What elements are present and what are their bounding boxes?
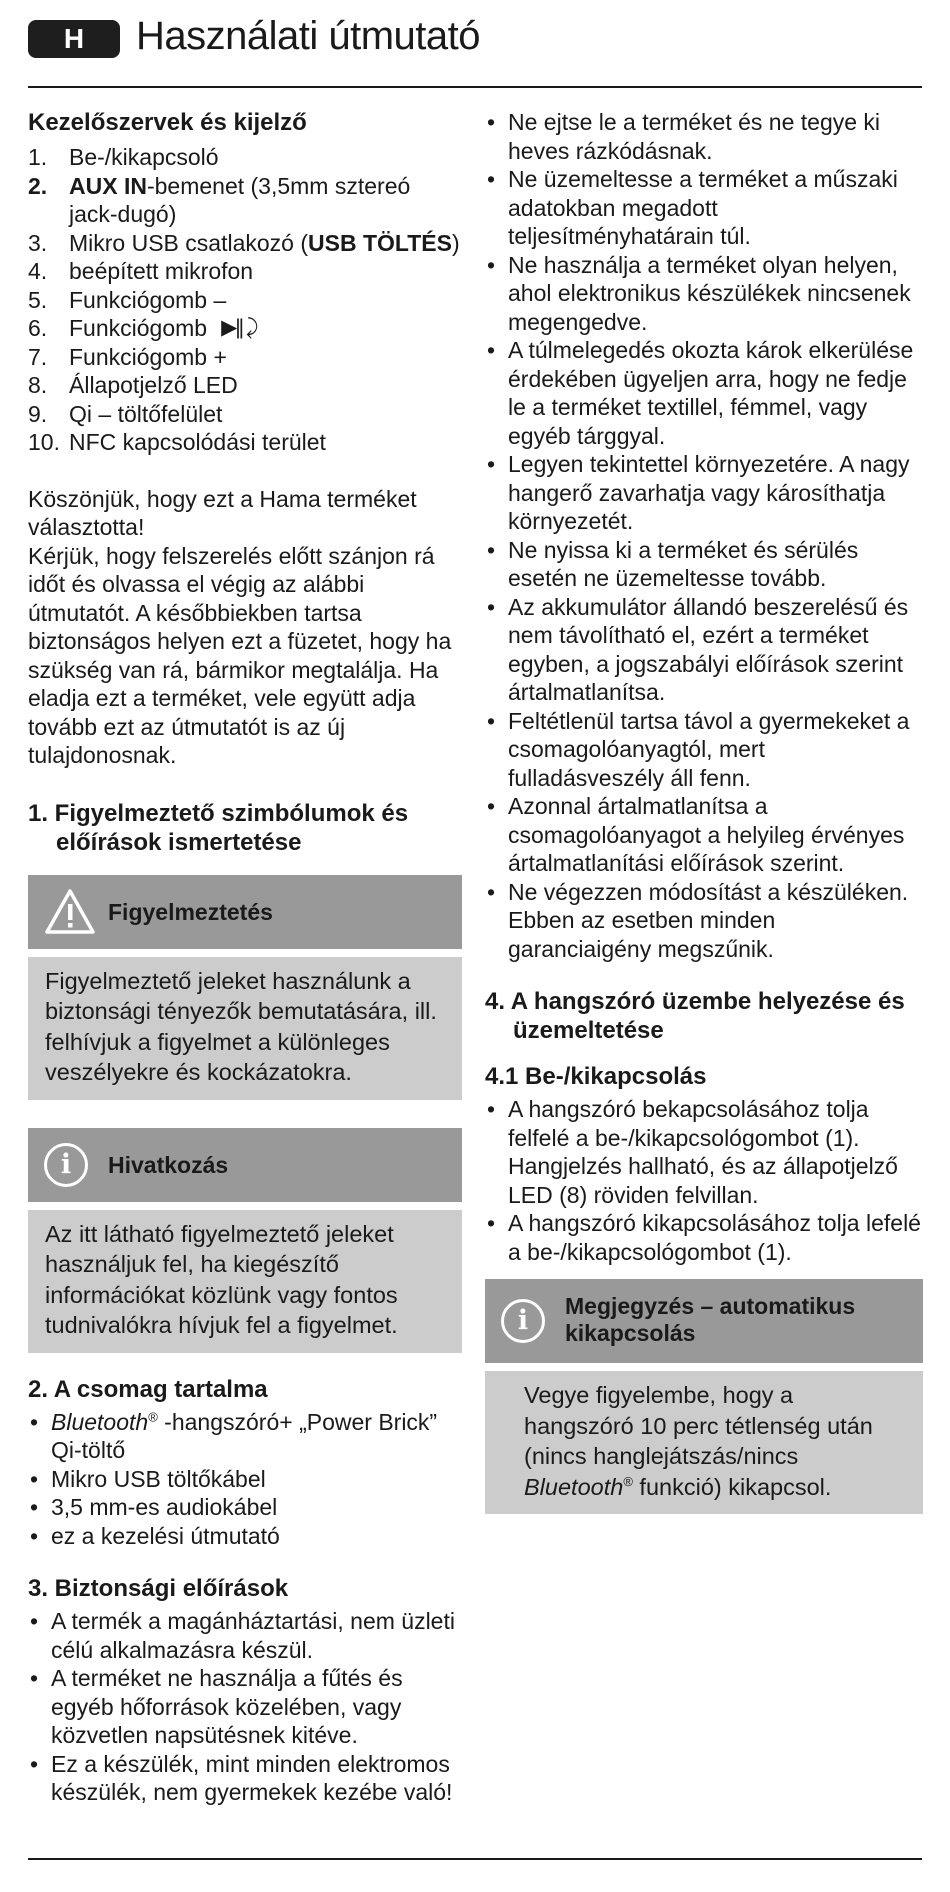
document-title: Használati útmutató <box>136 14 481 58</box>
list-item: • Ne ejtse le a terméket és ne tegye ki heves rázkódásnak. <box>485 108 923 165</box>
list-item: • A túlmelegedés okozta károk elkerülése érdekében ügyeljen arra, hogy ne fedje le a terméket textillel, fémmel, vagy egyéb tárggyal. <box>485 336 923 450</box>
list-item: • Ne nyissa ki a terméket és sérülés esetén ne üzemeltesse tovább. <box>485 536 923 593</box>
reference-box <box>28 1128 462 1353</box>
list-item: • Ne üzemeltesse a terméket a műszaki adatokban megadott teljesítményhatárain túl. <box>485 165 923 251</box>
list-item: • Az akkumulátor állandó beszerelésű és nem távolítható el, ezért a terméket egyben, a jogszabályi előírások szerint ártalmatlanítsa. <box>485 593 923 707</box>
list-item: 8. Állapotjelző LED <box>28 372 238 398</box>
controls-list <box>28 143 462 457</box>
list-item: • A hangszóró kikapcsolásához tolja lefelé a be-/kikapcsológombot (1). <box>485 1209 923 1266</box>
list-item: 7. Funkciógomb + <box>28 343 227 370</box>
warning-box <box>28 875 462 1100</box>
right-column <box>485 108 923 1514</box>
list-item: 5. Funkciógomb – <box>28 286 227 313</box>
package-contents-list <box>28 1408 462 1551</box>
list-item: • 3,5 mm-es audiokábel <box>28 1493 462 1522</box>
list-item: • A terméket ne használja a fűtés és egyéb hőforrások közelében, vagy közvetlen napsütésnek kitéve. <box>28 1664 462 1750</box>
intro-thanks: Köszönjük, hogy ezt a Hama terméket választotta! <box>28 485 417 540</box>
left-column <box>28 108 462 1807</box>
list-item: • A hangszóró bekapcsolásához tolja felfelé a be-/kikapcsológombot (1). Hangjelzés hallható, és az állapotjelző LED (8) röviden felvillan. <box>485 1095 923 1209</box>
auto-off-note-text: Vegye figyelembe, hogy a hangszóró 10 perc tétlenség után (nincs hanglejátszás/nincs Bluetooth® funkció) kikapcsol. <box>485 1371 923 1514</box>
auto-off-note-box <box>485 1279 923 1514</box>
footer-divider <box>28 1858 922 1860</box>
reference-text: Az itt látható figyelmeztető jeleket használjuk fel, ha kiegészítő információkat közlünk vagy fontos tudnivalókra hívjuk fel a figyelmet. <box>28 1210 462 1353</box>
reference-box-header <box>28 1128 462 1202</box>
list-item: • Azonnal ártalmatlanítsa a csomagolóanyagot a helyileg érvényes ártalmatlanítási előírások szerint. <box>485 792 923 878</box>
section1-heading: 1. Figyelmeztető szimbólumok és előírások ismertetése <box>28 799 409 856</box>
info-circle-icon: i <box>501 1299 545 1343</box>
list-item: 2. AUX IN-bemenet (3,5mm sztereó jack-dugó) <box>28 172 411 227</box>
list-item: 6. Funkciógomb ▶|| ⤸ <box>28 315 257 341</box>
power-list <box>485 1095 923 1266</box>
info-circle-icon: i <box>44 1143 88 1187</box>
list-item: • Feltétlenül tartsa távol a gyermekeket a csomagolóanyagtól, mert fulladásveszély áll fenn. <box>485 707 923 793</box>
auto-off-note-label: Megjegyzés – automatikus kikapcsolás <box>565 1293 856 1346</box>
list-item: 9. Qi – töltőfelület <box>28 400 223 427</box>
warning-text: Figyelmeztető jeleket használunk a biztonsági tényezők bemutatására, ill. felhívjuk a figyelmet a különleges veszélyekre és kockázatokra. <box>28 957 462 1100</box>
warning-label: Figyelmeztetés <box>108 898 273 925</box>
play-pause-call-icon: ▶|| ⤸ <box>221 316 257 339</box>
list-item: • Mikro USB töltőkábel <box>28 1465 462 1494</box>
language-badge: H <box>28 20 120 58</box>
list-item: • Bluetooth® -hangszóró+ „Power Brick” Qi-töltő <box>28 1408 462 1465</box>
section4-heading: 4. A hangszóró üzembe helyezése és üzemeltetése <box>485 988 905 1044</box>
page-header <box>28 14 922 88</box>
reference-label: Hivatkozás <box>108 1151 229 1178</box>
safety-list-right <box>485 108 923 963</box>
list-item: 1. Be-/kikapcsoló <box>28 144 219 170</box>
list-item: • A termék a magánháztartási, nem üzleti célú alkalmazásra készül. <box>28 1607 462 1664</box>
list-item: • Ez a készülék, mint minden elektromos készülék, nem gyermekek kezébe való! <box>28 1750 462 1807</box>
list-item: • Ne használja a terméket olyan helyen, ahol elektronikus készülékek nincsenek megengedve. <box>485 251 923 337</box>
list-item: 10. NFC kapcsolódási terület <box>28 429 326 455</box>
safety-list-left <box>28 1607 462 1807</box>
list-item: • Legyen tekintettel környezetére. A nagy hangerő zavarhatja vagy károsíthatja környezetét. <box>485 450 923 536</box>
list-item: • Ne végezzen módosítást a készüléken. Ebben az esetben minden garanciaigény megszűnik. <box>485 878 923 964</box>
section4-1-heading: 4.1 Be-/kikapcsolás <box>485 1063 707 1090</box>
warning-triangle-icon <box>44 887 96 935</box>
list-item: 4. beépített mikrofon <box>28 258 254 284</box>
controls-heading: Kezelőszervek és kijelző <box>28 109 307 136</box>
list-item: • ez a kezelési útmutató <box>28 1522 462 1551</box>
auto-off-note-header <box>485 1279 923 1363</box>
header-divider <box>28 86 922 88</box>
warning-box-header <box>28 875 462 949</box>
list-item: 3. Mikro USB csatlakozó (USB TÖLTÉS) <box>28 229 460 256</box>
intro-paragraph: Kérjük, hogy felszerelés előtt szánjon rá időt és olvassa el végig az alábbi útmutatót. A későbbiekben tartsa biztonságos helyen ezt a füzetet, hogy ha szükség van rá, bármikor megtalálja. Ha eladja ezt a terméket, vele együtt adja tovább ezt az útmutatót is az új tulajdonosnak. <box>28 542 452 768</box>
section3-heading: 3. Biztonsági előírások <box>28 1575 289 1602</box>
section2-heading: 2. A csomag tartalma <box>28 1375 268 1403</box>
